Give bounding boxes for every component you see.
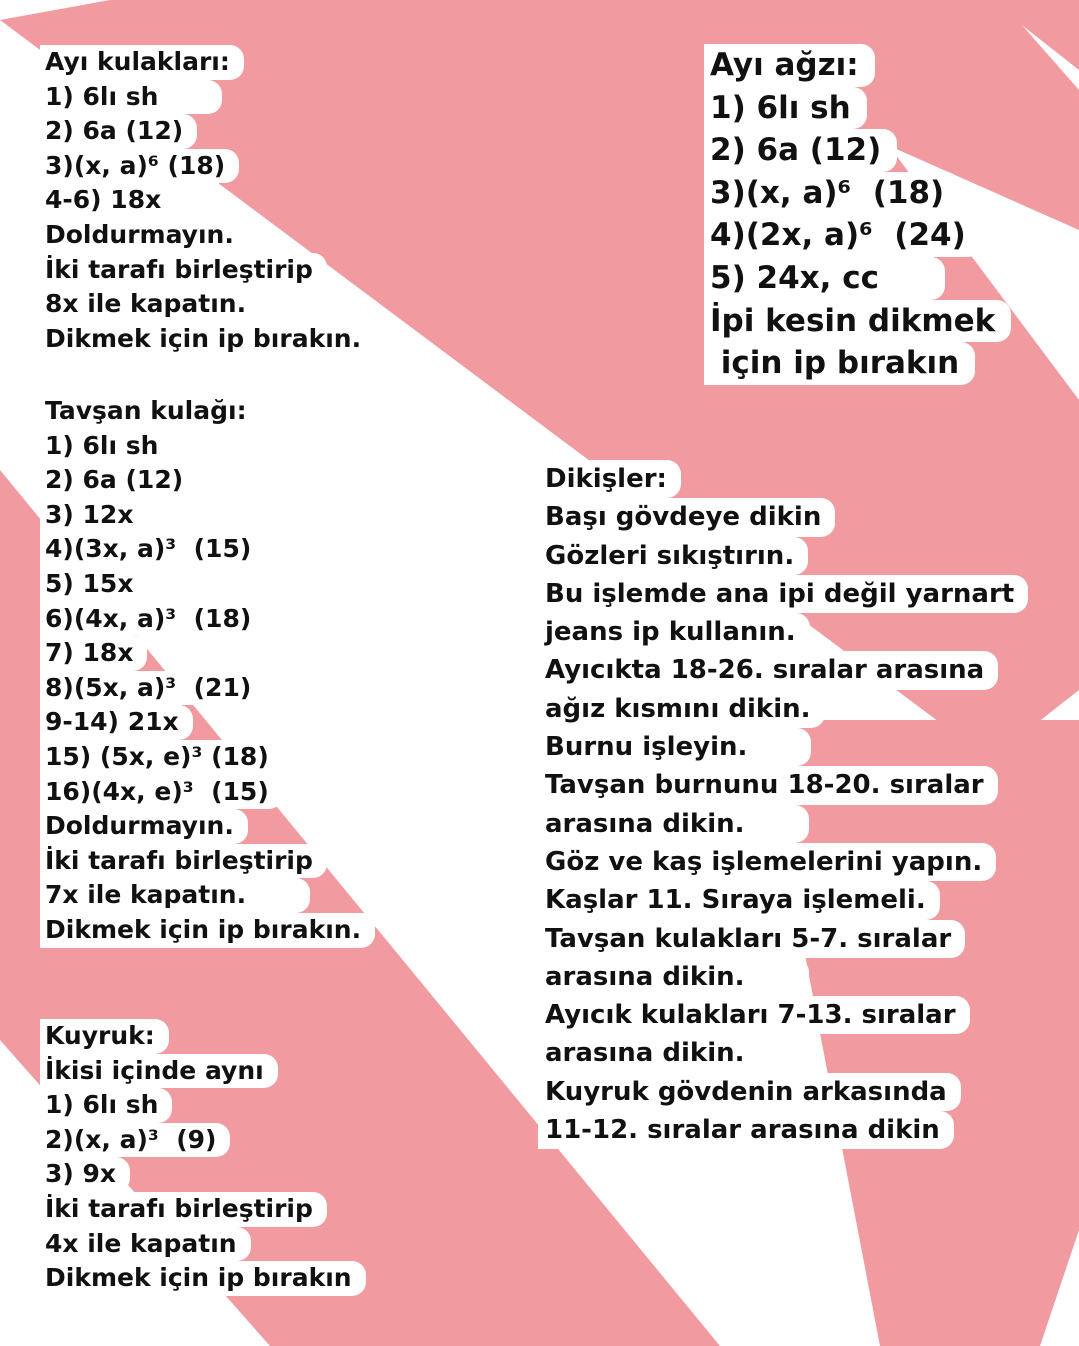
rabbit-ear-line: 9-14) 21x — [40, 705, 193, 740]
bear-mouth-line: 3)(x, a)⁶ (18) — [704, 172, 960, 215]
rabbit-ear-line: 2) 6a (12) — [40, 463, 197, 498]
tail-line: 4x ile kapatın — [40, 1227, 251, 1262]
rabbit-ear-line: 16)(4x, e)³ (15) — [40, 775, 283, 810]
bear-mouth-line: 2) 6a (12) — [704, 129, 897, 172]
bear-mouth-title: Ayı ağzı: — [704, 44, 875, 87]
stitching-line: Tavşan burnunu 18-20. sıralar — [538, 766, 998, 804]
rabbit-ear-line: 7x ile kapatın. — [40, 878, 310, 913]
stitching-line: Bu işlemde ana ipi değil yarnart — [538, 575, 1028, 613]
bear-ears-line: 1) 6lı sh — [40, 80, 222, 115]
rabbit-ear-line: 6)(4x, a)³ (18) — [40, 602, 265, 637]
bear-ears-instructions — [40, 45, 375, 356]
stitching-line: arasına dikin. — [538, 1034, 809, 1072]
rabbit-ear-line: İki tarafı birleştirip — [40, 844, 327, 879]
tail-instructions — [40, 1019, 366, 1296]
bear-ears-line: İki tarafı birleştirip — [40, 253, 327, 288]
tail-line: Dikmek için ip bırakın — [40, 1261, 366, 1296]
tail-line: 2)(x, a)³ (9) — [40, 1123, 230, 1158]
stitching-instructions — [538, 460, 1028, 1149]
rabbit-ear-instructions — [40, 394, 375, 948]
rabbit-ear-line: 3) 12x — [40, 498, 147, 533]
bear-ears-line: Doldurmayın. — [40, 218, 248, 253]
tail-line: 1) 6lı sh — [40, 1088, 172, 1123]
rabbit-ear-line: 8)(5x, a)³ (21) — [40, 671, 265, 706]
tail-line: İki tarafı birleştirip — [40, 1192, 327, 1227]
bear-mouth-line: için ip bırakın — [704, 342, 975, 385]
tail-line: 3) 9x — [40, 1157, 130, 1192]
tail-line: İkisi içinde aynı — [40, 1054, 278, 1089]
stitching-line: arasına dikin. — [538, 805, 809, 843]
stitching-line: jeans ip kullanın. — [538, 613, 810, 651]
bear-mouth-line: 5) 24x, cc — [704, 257, 945, 300]
bear-ears-title: Ayı kulakları: — [40, 45, 244, 80]
bear-ears-line: 2) 6a (12) — [40, 114, 197, 149]
rabbit-ear-title: Tavşan kulağı: — [40, 394, 261, 429]
bear-ears-line: 4-6) 18x — [40, 183, 225, 218]
stitching-line: Kaşlar 11. Sıraya işlemeli. — [538, 881, 940, 919]
stitching-line: 11-12. sıralar arasına dikin — [538, 1111, 954, 1149]
bear-mouth-instructions — [704, 44, 1011, 385]
bear-ears-line: 8x ile kapatın. — [40, 287, 310, 322]
stitching-line: ağız kısmını dikin. — [538, 690, 825, 728]
tail-title: Kuyruk: — [40, 1019, 169, 1054]
rabbit-ear-line: 5) 15x — [40, 567, 147, 602]
rabbit-ear-line: Doldurmayın. — [40, 809, 248, 844]
stitching-line: Ayıcıkta 18-26. sıralar arasına — [538, 651, 998, 689]
bear-ears-line: 3)(x, a)⁶ (18) — [40, 149, 239, 184]
stitching-line: arasına dikin. — [538, 958, 809, 996]
stitching-line: Gözleri sıkıştırın. — [538, 537, 808, 575]
stitching-line: Başı gövdeye dikin — [538, 498, 835, 536]
rabbit-ear-line: 1) 6lı sh — [40, 429, 172, 464]
bear-ears-line: Dikmek için ip bırakın. — [40, 322, 375, 357]
rabbit-ear-line: 4)(3x, a)³ (15) — [40, 532, 265, 567]
bear-mouth-line: 1) 6lı sh — [704, 87, 867, 130]
stitching-line: Ayıcık kulakları 7-13. sıralar — [538, 996, 970, 1034]
stitching-line: Burnu işleyin. — [538, 728, 811, 766]
stitching-line: Kuyruk gövdenin arkasında — [538, 1073, 961, 1111]
rabbit-ear-line: 15) (5x, e)³ (18) — [40, 740, 283, 775]
stitching-title: Dikişler: — [538, 460, 681, 498]
bear-mouth-line: 4)(2x, a)⁶ (24) — [704, 214, 982, 257]
rabbit-ear-line: Dikmek için ip bırakın. — [40, 913, 375, 948]
stitching-line: Göz ve kaş işlemelerini yapın. — [538, 843, 996, 881]
rabbit-ear-line: 7) 18x — [40, 636, 147, 671]
bear-mouth-line: İpi kesin dikmek — [704, 300, 1011, 343]
stitching-line: Tavşan kulakları 5-7. sıralar — [538, 920, 965, 958]
